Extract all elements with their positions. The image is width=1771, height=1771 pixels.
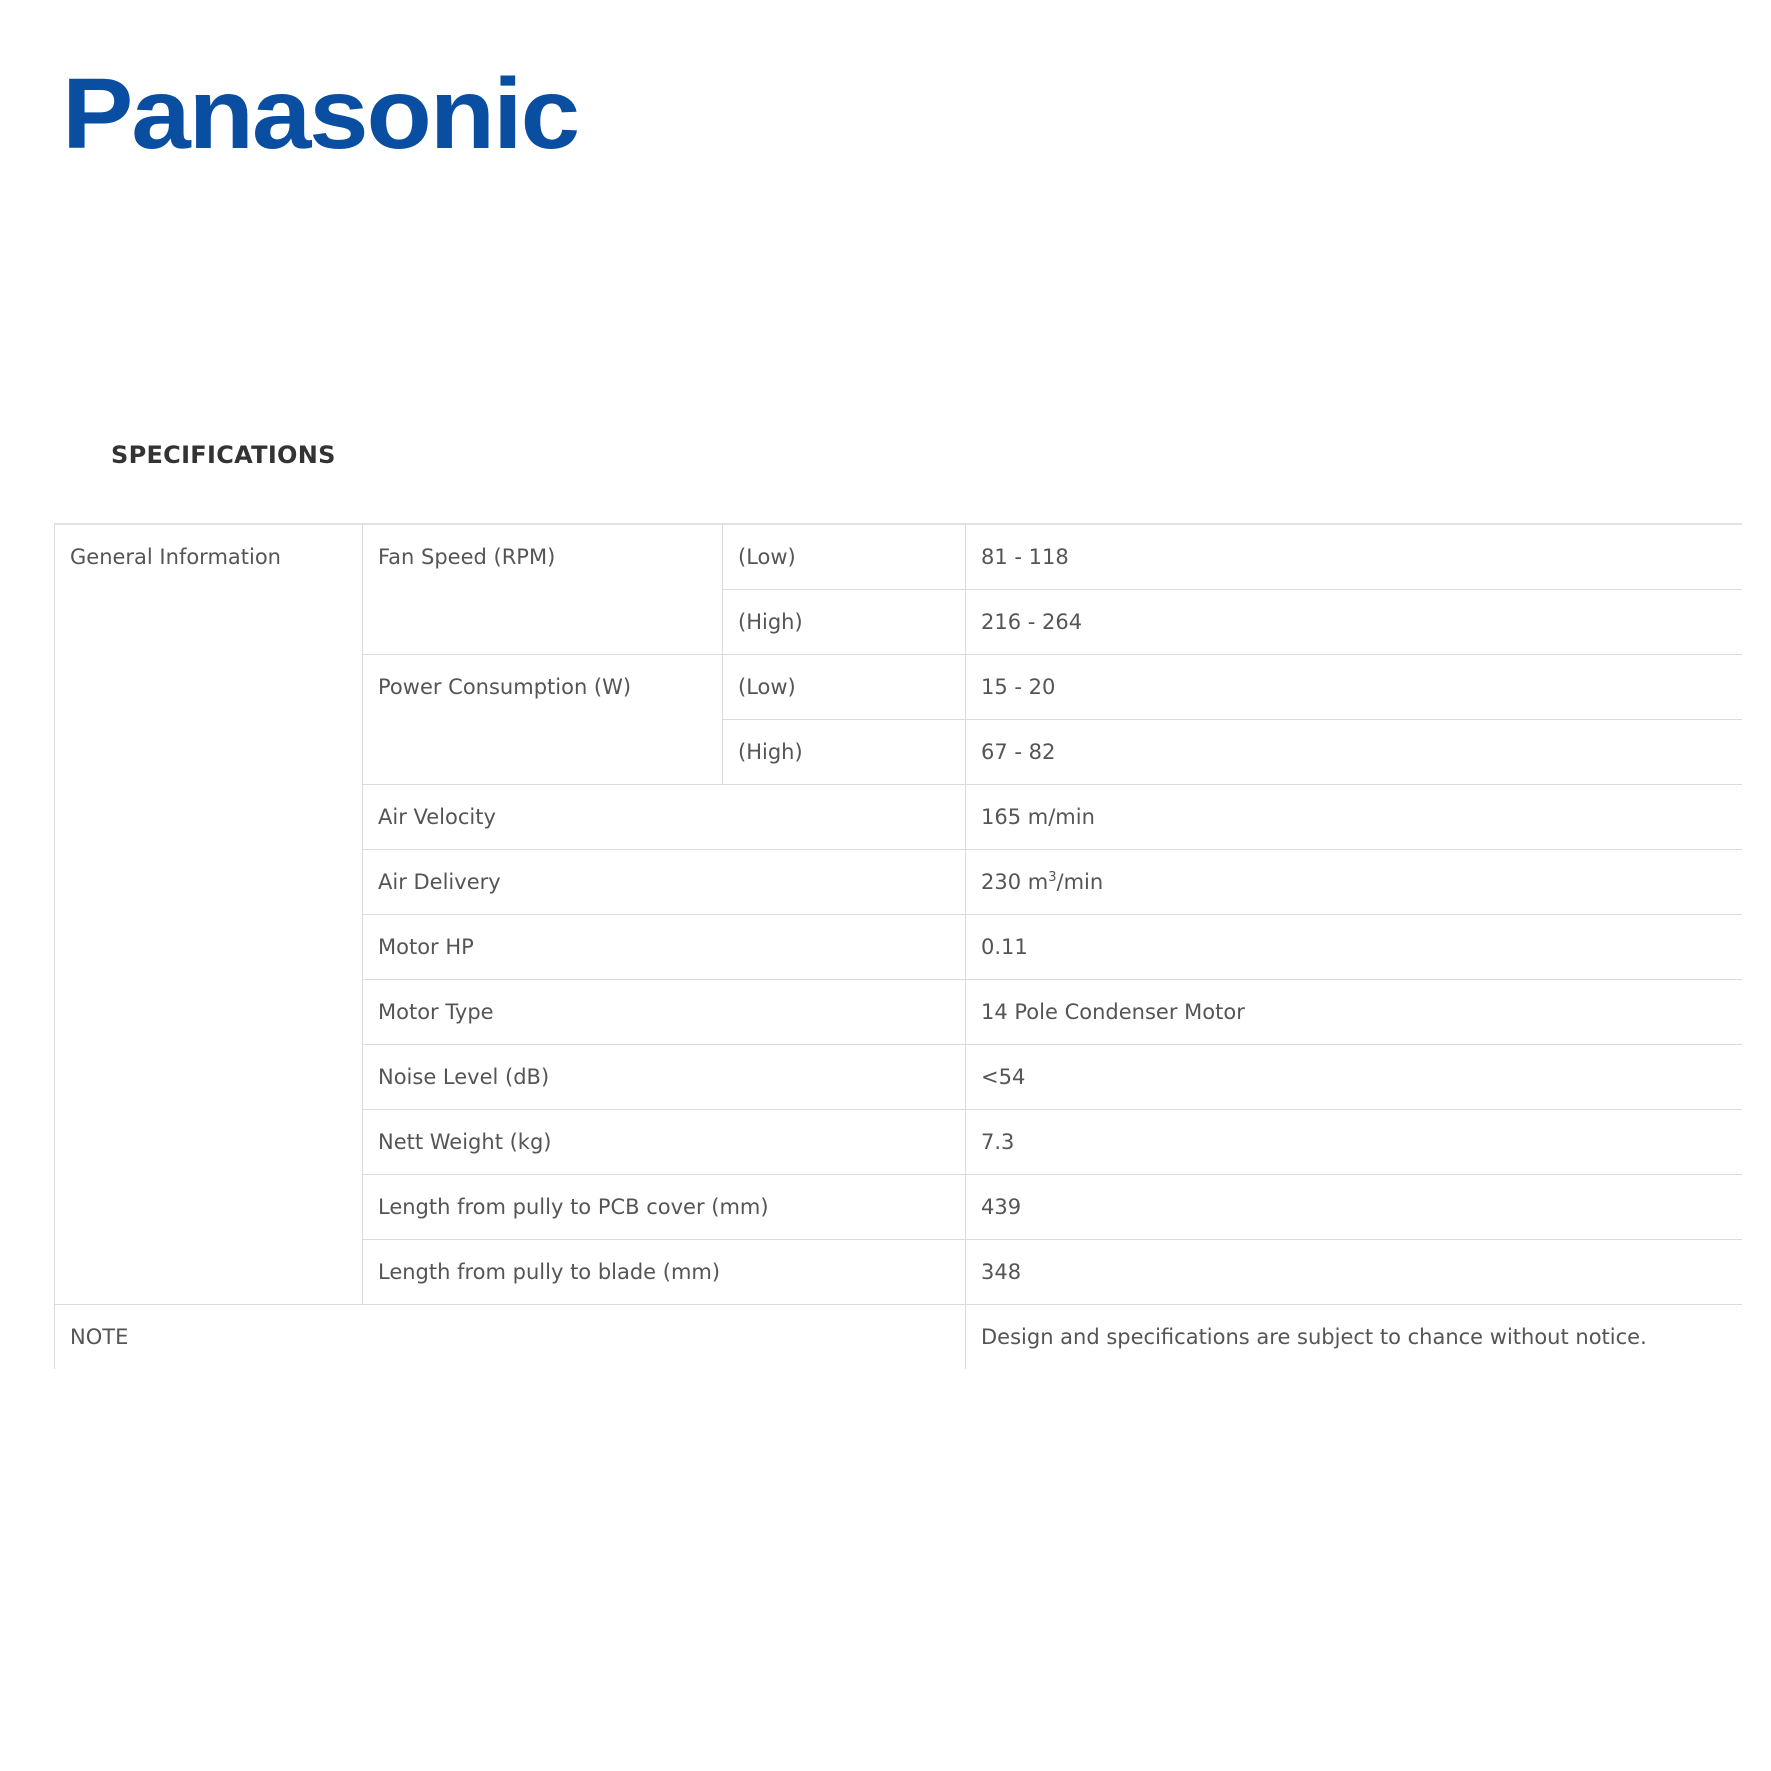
noise-level-label: Noise Level (dB) <box>378 1064 550 1089</box>
value-cell <box>966 1239 1742 1304</box>
value-cell <box>966 719 1742 784</box>
note-value-cell <box>966 1304 1742 1369</box>
value-cell <box>966 979 1742 1044</box>
spec-label-cell <box>363 914 966 979</box>
spec-label-cell <box>363 784 966 849</box>
panasonic-logo: Panasonic <box>62 58 578 170</box>
motor-hp-value: 0.11 <box>981 934 1028 959</box>
air-delivery-value-suffix: /min <box>1056 869 1104 894</box>
air-delivery-value-exponent: 3 <box>1048 869 1057 885</box>
value-cell <box>966 589 1742 654</box>
fan-speed-low-value: 81 - 118 <box>981 544 1069 569</box>
spec-label-cell <box>363 1174 966 1239</box>
specifications-heading: SPECIFICATIONS <box>111 441 336 469</box>
power-consumption-label: Power Consumption (W) <box>378 674 632 699</box>
fan-speed-high-label: (High) <box>738 609 803 634</box>
nett-weight-label: Nett Weight (kg) <box>378 1129 552 1154</box>
value-cell <box>966 524 1742 589</box>
motor-hp-label: Motor HP <box>378 934 474 959</box>
group-label: General Information <box>70 545 281 569</box>
air-delivery-value <box>981 870 1103 894</box>
air-delivery-value-prefix: 230 m <box>981 869 1049 894</box>
group-label-cell <box>55 524 363 1304</box>
table-row <box>55 524 1742 589</box>
value-cell <box>966 1044 1742 1109</box>
length-blade-label: Length from pully to blade (mm) <box>378 1259 721 1284</box>
spec-label-cell <box>363 849 966 914</box>
value-cell <box>966 1109 1742 1174</box>
power-low-label: (Low) <box>738 674 796 699</box>
spec-label-cell <box>363 1109 966 1174</box>
spec-label-cell <box>363 1044 966 1109</box>
spec-label-cell <box>363 979 966 1044</box>
power-high-label: (High) <box>738 739 803 764</box>
note-label-cell <box>55 1304 966 1369</box>
value-cell <box>966 914 1742 979</box>
spec-label-cell <box>363 1239 966 1304</box>
note-label: NOTE <box>70 1324 129 1349</box>
value-cell <box>966 1174 1742 1239</box>
fan-speed-label: Fan Speed (RPM) <box>378 545 556 569</box>
nett-weight-value: 7.3 <box>981 1129 1015 1154</box>
sub-label-cell <box>723 589 966 654</box>
air-delivery-label: Air Delivery <box>378 869 501 894</box>
fan-speed-high-value: 216 - 264 <box>981 609 1083 634</box>
note-value: Design and specifications are subject to chance without notice. <box>981 1324 1647 1349</box>
length-pcb-value: 439 <box>981 1194 1022 1219</box>
motor-type-value: 14 Pole Condenser Motor <box>981 999 1245 1024</box>
air-velocity-label: Air Velocity <box>378 804 496 829</box>
spec-label-cell <box>363 524 723 654</box>
value-cell <box>966 654 1742 719</box>
sub-label-cell <box>723 654 966 719</box>
sub-label-cell <box>723 524 966 589</box>
air-velocity-value: 165 m/min <box>981 804 1095 829</box>
spec-label-cell <box>363 654 723 784</box>
length-blade-value: 348 <box>981 1259 1022 1284</box>
noise-level-value: <54 <box>981 1064 1026 1089</box>
power-high-value: 67 - 82 <box>981 739 1056 764</box>
specifications-table <box>54 523 1742 1369</box>
motor-type-label: Motor Type <box>378 999 494 1024</box>
power-low-value: 15 - 20 <box>981 674 1056 699</box>
note-row <box>55 1304 1742 1369</box>
value-cell <box>966 849 1742 914</box>
sub-label-cell <box>723 719 966 784</box>
length-pcb-label: Length from pully to PCB cover (mm) <box>378 1194 769 1219</box>
fan-speed-low-label: (Low) <box>738 544 796 569</box>
value-cell <box>966 784 1742 849</box>
